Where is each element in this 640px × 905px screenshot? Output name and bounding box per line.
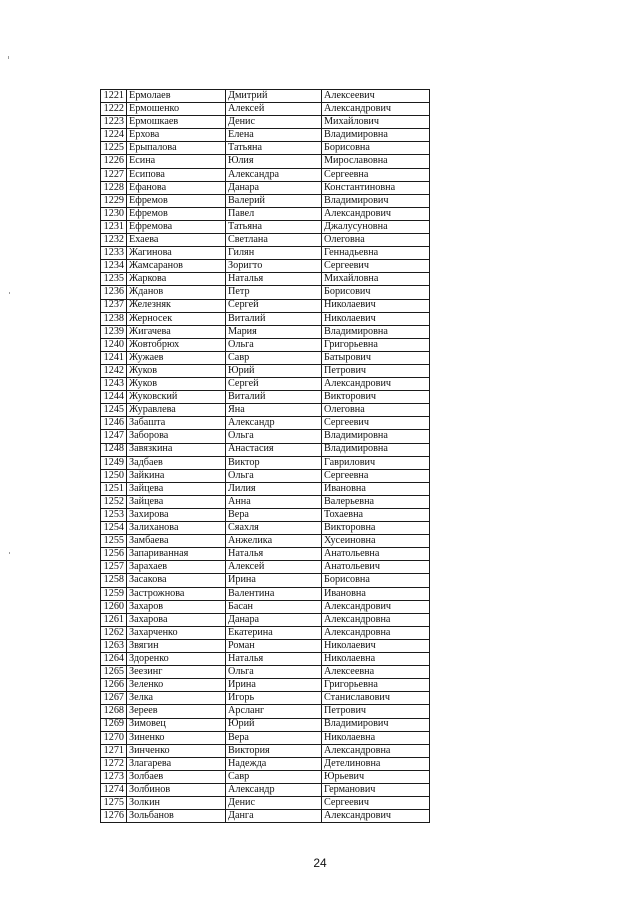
last-name-cell: Захирова — [127, 509, 226, 522]
last-name-cell: Захарченко — [127, 626, 226, 639]
patronymic-cell: Хусеиновна — [322, 535, 430, 548]
first-name-cell: Денис — [226, 797, 322, 810]
patronymic-cell: Анатольевич — [322, 561, 430, 574]
row-number-cell: 1268 — [101, 705, 127, 718]
table-row — [101, 718, 430, 731]
row-number-cell: 1252 — [101, 495, 127, 508]
row-number-cell: 1234 — [101, 260, 127, 273]
row-number-cell: 1259 — [101, 587, 127, 600]
last-name-cell: Зереев — [127, 705, 226, 718]
patronymic-cell: Владимирович — [322, 194, 430, 207]
row-number-cell: 1224 — [101, 129, 127, 142]
row-number-cell: 1265 — [101, 666, 127, 679]
last-name-cell: Жуковский — [127, 391, 226, 404]
last-name-cell: Жамсаранов — [127, 260, 226, 273]
last-name-cell: Жуков — [127, 364, 226, 377]
patronymic-cell: Станиславович — [322, 692, 430, 705]
row-number-cell: 1256 — [101, 548, 127, 561]
row-number-cell: 1260 — [101, 600, 127, 613]
last-name-cell: Звягин — [127, 639, 226, 652]
table-row — [101, 653, 430, 666]
patronymic-cell: Викторович — [322, 391, 430, 404]
last-name-cell: Золкин — [127, 797, 226, 810]
first-name-cell: Денис — [226, 116, 322, 129]
table-row — [101, 247, 430, 260]
patronymic-cell: Сергеевна — [322, 168, 430, 181]
table-row — [101, 430, 430, 443]
last-name-cell: Захарова — [127, 613, 226, 626]
table-row — [101, 90, 430, 103]
first-name-cell: Павел — [226, 207, 322, 220]
patronymic-cell: Валерьевна — [322, 495, 430, 508]
last-name-cell: Зимовец — [127, 718, 226, 731]
table-row — [101, 129, 430, 142]
first-name-cell: Лилия — [226, 482, 322, 495]
patronymic-cell: Анатольевна — [322, 548, 430, 561]
patronymic-cell: Константиновна — [322, 181, 430, 194]
first-name-cell: Ольга — [226, 469, 322, 482]
last-name-cell: Жужаев — [127, 351, 226, 364]
patronymic-cell: Михайлович — [322, 116, 430, 129]
table-row — [101, 391, 430, 404]
table-row — [101, 155, 430, 168]
patronymic-cell: Григорьевна — [322, 338, 430, 351]
table-row — [101, 168, 430, 181]
last-name-cell: Ехаева — [127, 234, 226, 247]
last-name-cell: Жаркова — [127, 273, 226, 286]
last-name-cell: Застрожнова — [127, 587, 226, 600]
patronymic-cell: Алексеевич — [322, 90, 430, 103]
table-row — [101, 181, 430, 194]
row-number-cell: 1245 — [101, 404, 127, 417]
table-row — [101, 456, 430, 469]
first-name-cell: Юрий — [226, 718, 322, 731]
last-name-cell: Ерыпалова — [127, 142, 226, 155]
last-name-cell: Зеезинг — [127, 666, 226, 679]
row-number-cell: 1241 — [101, 351, 127, 364]
table-row — [101, 770, 430, 783]
row-number-cell: 1272 — [101, 757, 127, 770]
first-name-cell: Светлана — [226, 234, 322, 247]
first-name-cell: Ольга — [226, 666, 322, 679]
patronymic-cell: Детелиновна — [322, 757, 430, 770]
first-name-cell: Роман — [226, 639, 322, 652]
patronymic-cell: Николаевич — [322, 312, 430, 325]
first-name-cell: Зоригто — [226, 260, 322, 273]
first-name-cell: Наталья — [226, 273, 322, 286]
patronymic-cell: Николаевич — [322, 639, 430, 652]
patronymic-cell: Александрович — [322, 207, 430, 220]
first-name-cell: Гилян — [226, 247, 322, 260]
scan-mark — [9, 552, 10, 554]
patronymic-cell: Александровна — [322, 626, 430, 639]
first-name-cell: Виктор — [226, 456, 322, 469]
table-row — [101, 692, 430, 705]
table-row — [101, 810, 430, 823]
first-name-cell: Ирина — [226, 574, 322, 587]
patronymic-cell: Александрович — [322, 600, 430, 613]
table-row — [101, 443, 430, 456]
first-name-cell: Петр — [226, 286, 322, 299]
last-name-cell: Зайцева — [127, 482, 226, 495]
table-row — [101, 103, 430, 116]
row-number-cell: 1255 — [101, 535, 127, 548]
row-number-cell: 1262 — [101, 626, 127, 639]
table-row — [101, 234, 430, 247]
row-number-cell: 1270 — [101, 731, 127, 744]
patronymic-cell: Владимирович — [322, 718, 430, 731]
first-name-cell: Татьяна — [226, 220, 322, 233]
first-name-cell: Наталья — [226, 653, 322, 666]
last-name-cell: Золбинов — [127, 783, 226, 796]
first-name-cell: Надежда — [226, 757, 322, 770]
table-row — [101, 535, 430, 548]
row-number-cell: 1251 — [101, 482, 127, 495]
row-number-cell: 1222 — [101, 103, 127, 116]
table-row — [101, 364, 430, 377]
row-number-cell: 1247 — [101, 430, 127, 443]
table-row — [101, 783, 430, 796]
patronymic-cell: Николаевна — [322, 653, 430, 666]
first-name-cell: Александра — [226, 168, 322, 181]
last-name-cell: Ефремов — [127, 207, 226, 220]
row-number-cell: 1253 — [101, 509, 127, 522]
row-number-cell: 1225 — [101, 142, 127, 155]
last-name-cell: Ефремов — [127, 194, 226, 207]
first-name-cell: Алексей — [226, 561, 322, 574]
row-number-cell: 1250 — [101, 469, 127, 482]
table-row — [101, 744, 430, 757]
last-name-cell: Жуков — [127, 378, 226, 391]
first-name-cell: Басан — [226, 600, 322, 613]
patronymic-cell: Олеговна — [322, 404, 430, 417]
patronymic-cell: Владимировна — [322, 430, 430, 443]
last-name-cell: Ермолаев — [127, 90, 226, 103]
row-number-cell: 1276 — [101, 810, 127, 823]
row-number-cell: 1246 — [101, 417, 127, 430]
table-row — [101, 312, 430, 325]
table-row — [101, 626, 430, 639]
row-number-cell: 1236 — [101, 286, 127, 299]
last-name-cell: Зелка — [127, 692, 226, 705]
patronymic-cell: Джалусуновна — [322, 220, 430, 233]
table-row — [101, 613, 430, 626]
last-name-cell: Задбаев — [127, 456, 226, 469]
row-number-cell: 1248 — [101, 443, 127, 456]
patronymic-cell: Борисовна — [322, 574, 430, 587]
first-name-cell: Сергей — [226, 378, 322, 391]
table-row — [101, 142, 430, 155]
patronymic-cell: Олеговна — [322, 234, 430, 247]
first-name-cell: Анастасия — [226, 443, 322, 456]
last-name-cell: Жерносек — [127, 312, 226, 325]
table-row — [101, 325, 430, 338]
row-number-cell: 1258 — [101, 574, 127, 587]
table-row — [101, 404, 430, 417]
last-name-cell: Зольбанов — [127, 810, 226, 823]
last-name-cell: Журавлева — [127, 404, 226, 417]
row-number-cell: 1221 — [101, 90, 127, 103]
first-name-cell: Ольга — [226, 430, 322, 443]
last-name-cell: Замбаева — [127, 535, 226, 548]
first-name-cell: Виталий — [226, 391, 322, 404]
row-number-cell: 1229 — [101, 194, 127, 207]
first-name-cell: Татьяна — [226, 142, 322, 155]
roster-table — [100, 89, 430, 823]
patronymic-cell: Геннадьевна — [322, 247, 430, 260]
table-row — [101, 482, 430, 495]
row-number-cell: 1249 — [101, 456, 127, 469]
last-name-cell: Жовтобрюх — [127, 338, 226, 351]
last-name-cell: Зеленко — [127, 679, 226, 692]
row-number-cell: 1261 — [101, 613, 127, 626]
patronymic-cell: Алексеевна — [322, 666, 430, 679]
table-row — [101, 220, 430, 233]
table-row — [101, 286, 430, 299]
table-row — [101, 194, 430, 207]
patronymic-cell: Сергеевич — [322, 417, 430, 430]
patronymic-cell: Викторовна — [322, 522, 430, 535]
row-number-cell: 1226 — [101, 155, 127, 168]
first-name-cell: Савр — [226, 351, 322, 364]
first-name-cell: Валентина — [226, 587, 322, 600]
row-number-cell: 1231 — [101, 220, 127, 233]
first-name-cell: Игорь — [226, 692, 322, 705]
first-name-cell: Арсланг — [226, 705, 322, 718]
last-name-cell: Жданов — [127, 286, 226, 299]
patronymic-cell: Петрович — [322, 705, 430, 718]
table-row — [101, 273, 430, 286]
last-name-cell: Жагинова — [127, 247, 226, 260]
table-row — [101, 797, 430, 810]
last-name-cell: Зинченко — [127, 744, 226, 757]
first-name-cell: Савр — [226, 770, 322, 783]
first-name-cell: Ирина — [226, 679, 322, 692]
last-name-cell: Заборова — [127, 430, 226, 443]
first-name-cell: Елена — [226, 129, 322, 142]
patronymic-cell: Николаевна — [322, 731, 430, 744]
first-name-cell: Данара — [226, 613, 322, 626]
first-name-cell: Мария — [226, 325, 322, 338]
patronymic-cell: Мирославовна — [322, 155, 430, 168]
table-row — [101, 587, 430, 600]
table-row — [101, 116, 430, 129]
table-row — [101, 351, 430, 364]
table-row — [101, 207, 430, 220]
row-number-cell: 1244 — [101, 391, 127, 404]
last-name-cell: Зайкина — [127, 469, 226, 482]
patronymic-cell: Александрович — [322, 810, 430, 823]
last-name-cell: Засакова — [127, 574, 226, 587]
patronymic-cell: Владимировна — [322, 443, 430, 456]
first-name-cell: Наталья — [226, 548, 322, 561]
patronymic-cell: Ивановна — [322, 587, 430, 600]
first-name-cell: Екатерина — [226, 626, 322, 639]
row-number-cell: 1235 — [101, 273, 127, 286]
last-name-cell: Здоренко — [127, 653, 226, 666]
patronymic-cell: Германович — [322, 783, 430, 796]
table-row — [101, 600, 430, 613]
roster-table-body — [101, 90, 430, 823]
patronymic-cell: Александрович — [322, 103, 430, 116]
row-number-cell: 1264 — [101, 653, 127, 666]
scan-mark — [9, 292, 10, 294]
scan-mark — [8, 56, 9, 59]
patronymic-cell: Григорьевна — [322, 679, 430, 692]
last-name-cell: Ермошенко — [127, 103, 226, 116]
first-name-cell: Яна — [226, 404, 322, 417]
first-name-cell: Анжелика — [226, 535, 322, 548]
first-name-cell: Сергей — [226, 299, 322, 312]
row-number-cell: 1257 — [101, 561, 127, 574]
first-name-cell: Сяахля — [226, 522, 322, 535]
row-number-cell: 1228 — [101, 181, 127, 194]
row-number-cell: 1269 — [101, 718, 127, 731]
first-name-cell: Юлия — [226, 155, 322, 168]
patronymic-cell: Александровна — [322, 744, 430, 757]
first-name-cell: Александр — [226, 417, 322, 430]
table-row — [101, 378, 430, 391]
row-number-cell: 1271 — [101, 744, 127, 757]
row-number-cell: 1227 — [101, 168, 127, 181]
patronymic-cell: Борисович — [322, 286, 430, 299]
patronymic-cell: Батырович — [322, 351, 430, 364]
table-row — [101, 731, 430, 744]
patronymic-cell: Петрович — [322, 364, 430, 377]
first-name-cell: Юрий — [226, 364, 322, 377]
first-name-cell: Данга — [226, 810, 322, 823]
last-name-cell: Завязкина — [127, 443, 226, 456]
last-name-cell: Ермошкаев — [127, 116, 226, 129]
table-row — [101, 548, 430, 561]
first-name-cell: Виктория — [226, 744, 322, 757]
row-number-cell: 1266 — [101, 679, 127, 692]
table-row — [101, 260, 430, 273]
patronymic-cell: Сергеевич — [322, 260, 430, 273]
table-row — [101, 561, 430, 574]
table-row — [101, 666, 430, 679]
row-number-cell: 1232 — [101, 234, 127, 247]
table-row — [101, 757, 430, 770]
row-number-cell: 1238 — [101, 312, 127, 325]
row-number-cell: 1243 — [101, 378, 127, 391]
last-name-cell: Есипова — [127, 168, 226, 181]
patronymic-cell: Владимировна — [322, 325, 430, 338]
row-number-cell: 1239 — [101, 325, 127, 338]
last-name-cell: Железняк — [127, 299, 226, 312]
patronymic-cell: Борисовна — [322, 142, 430, 155]
patronymic-cell: Ивановна — [322, 482, 430, 495]
first-name-cell: Данара — [226, 181, 322, 194]
last-name-cell: Золбаев — [127, 770, 226, 783]
last-name-cell: Ерхова — [127, 129, 226, 142]
first-name-cell: Ольга — [226, 338, 322, 351]
patronymic-cell: Сергеевич — [322, 797, 430, 810]
patronymic-cell: Николаевич — [322, 299, 430, 312]
patronymic-cell: Владимировна — [322, 129, 430, 142]
table-row — [101, 495, 430, 508]
row-number-cell: 1223 — [101, 116, 127, 129]
patronymic-cell: Михайловна — [322, 273, 430, 286]
first-name-cell: Виталий — [226, 312, 322, 325]
table-row — [101, 469, 430, 482]
row-number-cell: 1274 — [101, 783, 127, 796]
row-number-cell: 1240 — [101, 338, 127, 351]
row-number-cell: 1273 — [101, 770, 127, 783]
last-name-cell: Ефанова — [127, 181, 226, 194]
table-row — [101, 639, 430, 652]
table-row — [101, 679, 430, 692]
last-name-cell: Ефремова — [127, 220, 226, 233]
table-row — [101, 509, 430, 522]
row-number-cell: 1237 — [101, 299, 127, 312]
row-number-cell: 1242 — [101, 364, 127, 377]
first-name-cell: Вера — [226, 731, 322, 744]
table-row — [101, 705, 430, 718]
patronymic-cell: Юрьевич — [322, 770, 430, 783]
patronymic-cell: Тохаевна — [322, 509, 430, 522]
first-name-cell: Александр — [226, 783, 322, 796]
patronymic-cell: Гаврилович — [322, 456, 430, 469]
last-name-cell: Забашта — [127, 417, 226, 430]
row-number-cell: 1254 — [101, 522, 127, 535]
first-name-cell: Анна — [226, 495, 322, 508]
first-name-cell: Алексей — [226, 103, 322, 116]
last-name-cell: Захаров — [127, 600, 226, 613]
last-name-cell: Есина — [127, 155, 226, 168]
table-row — [101, 574, 430, 587]
last-name-cell: Зайцева — [127, 495, 226, 508]
table-row — [101, 522, 430, 535]
last-name-cell: Запариванная — [127, 548, 226, 561]
table-row — [101, 338, 430, 351]
first-name-cell: Валерий — [226, 194, 322, 207]
last-name-cell: Зарахаев — [127, 561, 226, 574]
first-name-cell: Вера — [226, 509, 322, 522]
row-number-cell: 1275 — [101, 797, 127, 810]
patronymic-cell: Александрович — [322, 378, 430, 391]
patronymic-cell: Сергеевна — [322, 469, 430, 482]
row-number-cell: 1230 — [101, 207, 127, 220]
row-number-cell: 1233 — [101, 247, 127, 260]
last-name-cell: Залиханова — [127, 522, 226, 535]
row-number-cell: 1267 — [101, 692, 127, 705]
last-name-cell: Жигачева — [127, 325, 226, 338]
row-number-cell: 1263 — [101, 639, 127, 652]
last-name-cell: Зиненко — [127, 731, 226, 744]
table-row — [101, 299, 430, 312]
page-number: 24 — [313, 856, 327, 870]
table-row — [101, 417, 430, 430]
patronymic-cell: Александровна — [322, 613, 430, 626]
last-name-cell: Злагарева — [127, 757, 226, 770]
first-name-cell: Дмитрий — [226, 90, 322, 103]
